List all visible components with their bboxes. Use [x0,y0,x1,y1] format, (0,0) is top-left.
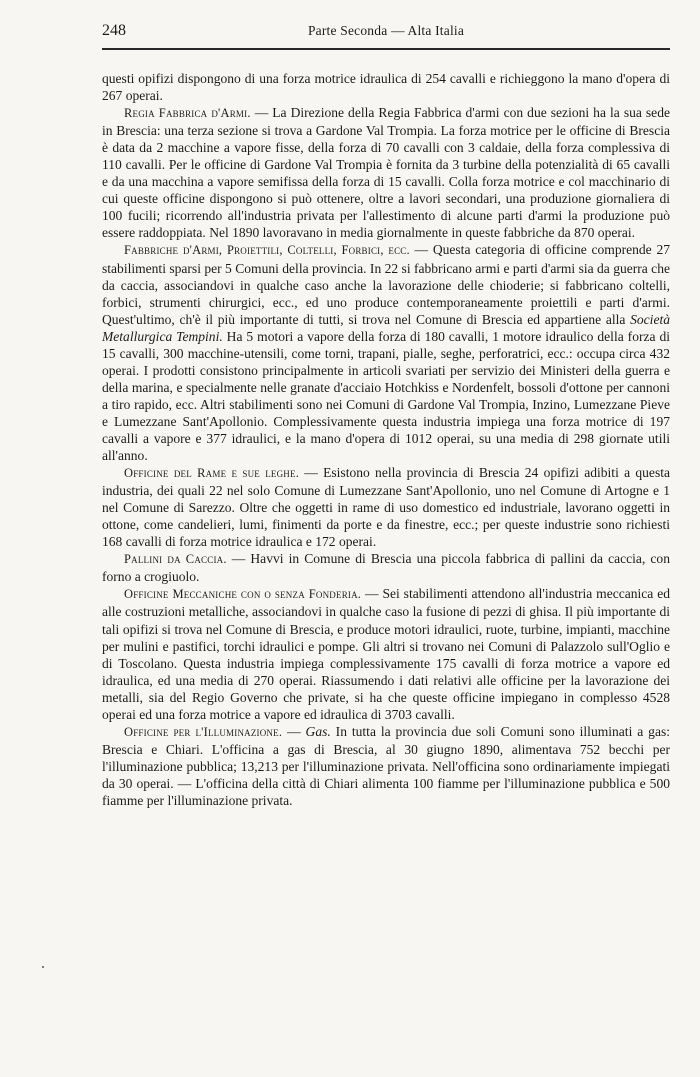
paragraph-pallini [102,550,670,585]
paragraph-fabbriche-armi [102,241,670,464]
paragraph-text: — [282,723,306,739]
page-body [102,70,670,809]
italic-company-name: Società Metallurgica Tempini. [102,311,670,344]
header-rule [102,48,670,50]
paragraph-text: — Havvi in Comune di Brescia una piccola fabbrica di pallini da caccia, con forno a crogiuolo. [102,551,670,585]
paragraph-text: — Esistono nella provincia di Brescia 24 opifizi adibiti a questa industria, dei quali 22 nel solo Comune di Lumezzane Sant'Apollonio, uno nel Comune di Artogne e 1 nel Comune di Sarezzo. Oltre che oggetti in rame di uso domestico ed industriale, lavorano oggetti in ottone, come candelieri, lumi, finimenti da porte e da finestre, ecc.; per queste industrie sono richiesti 168 cavalli di forza motrice idraulica e 172 operai. [102,465,670,550]
paragraph-illuminazione [102,723,670,809]
page-number: 248 [102,22,126,39]
paragraph-text: — Sei stabilimenti attendono all'industria meccanica ed alle costruzioni metalliche, associandovi in qualche caso la fusione di pezzi di ghisa. Il più importante di tali opifizi si trova nel Comune di Brescia, e produce motori idraulici, ruote, turbine, impianti, macchine per mulini e pastifici, torchi idraulici e pompe. Gli altri si trovano nei Comuni di Palazzolo sull'Oglio e di Toscolano. Questa industria impiega complessivamente 175 cavalli di forza motrice a vapore ed idraulica, ed una media di 270 operai. Riassumendo i dati relativi alle officine per la lavorazione dei metalli, sia del Regio Governo che private, si ha che queste officine impiegano in complesso 4528 operai ed una forza motrice a vapore ed idraulica di 3703 cavalli. [102,586,670,722]
section-heading: Officine del Rame e sue leghe. [124,466,300,481]
section-heading: Pallini da Caccia. [124,552,227,567]
paragraph-text: — La Direzione della Regia Fabbrica d'armi con due sezioni ha la sua sede in Brescia: una terza sezione si trova a Gardone Val Trompia. La forza motrice per le officine di Brescia è data da 2 macchine a vapore fisse, della forza di 70 cavalli con 3 caldaie, della forza complessiva di 110 cavalli. Per le officine di Gardone Val Trompia è fornita da 3 turbine della potenzialità di 65 cavalli e da una macchina a vapore semifissa della forza di 15 cavalli. Colla forza motrice e col macchinario di cui queste officine dispongono si può ottenere, oltre a lavori secondari, una produzione giornaliera di 100 fucili; ricorrendo all'industria privata per l'allestimento di alcune parti d'armi la produzione può essere raddoppiata. Nel 1890 lavoravano in media giornalmente in queste fabbriche da 870 operai. [102,105,670,241]
section-heading: Officine per l'Illuminazione. [124,724,283,739]
paragraph-continuation [102,70,670,104]
paragraph-officine-rame [102,464,670,550]
section-heading: Fabbriche d'Armi, Proiettili, Coltelli, Forbici, ecc. [124,243,410,258]
paragraph-officine-meccaniche [102,585,670,722]
paragraph-text: questi opifizi dispongono di una forza motrice idraulica di 254 cavalli e richieggono la mano d'opera di 267 operai. [102,71,670,104]
section-heading: Officine Meccaniche con o senza Fonderia. [124,587,362,602]
running-head: Parte Seconda — Alta Italia [307,23,465,38]
paragraph-text: — Questa categoria di officine comprende 27 stabilimenti sparsi per 5 Comuni della provincia. In 22 si fabbricano armi e parti d'armi sia da guerra che da caccia, associandovi in qualche caso anche la lavorazione delle chioderie; si fabbricano coltelli, forbici, strumenti chirurgici, ecc., ed uno produce contemporaneamente proiettili e parti d'armi. Quest'ultimo, ch'è il più importante di tutti, si trova nel Comune di Brescia ed appartiene alla [102,242,670,327]
paragraph-text: In tutta la provincia due soli Comuni sono illuminati a gas: Brescia e Chiari. L'officina a gas di Brescia, al 30 giugno 1890, alimentava 752 becchi per l'illuminazione pubblica; 13,213 per l'illuminazione privata. Nell'officina sono ordinariamente impiegati da 30 operai. — L'officina della città di Chiari alimenta 100 fiamme per l'illuminazione pubblica e 500 fiamme per l'illuminazione privata. [102,723,670,808]
page-header [102,22,670,44]
italic-subheading: Gas. [305,723,331,739]
paragraph-regia-fabbrica [102,104,670,241]
section-heading: Regia Fabbrica d'Armi. [124,106,251,121]
paragraph-text: Ha 5 motori a vapore della forza di 180 cavalli, 1 motore idraulico della forza di 15 cavalli, 300 macchine-utensili, come torni, trapani, pialle, seghe, perforatrici, ecc.: occupa circa 432 operai. I prodotti consistono principalmente in articoli svariati per servizio dei Ministeri della guerra e della marina, e specialmente nelle granate d'acciaio Hotchkiss e Nordenfelt, bossoli d'ottone per cannoni a tiro rapido, ecc. Altri stabilimenti sono nei Comuni di Gardone Val Trompia, Inzino, Lumezzane Pieve e Lumezzane Sant'Apollonio. Complessivamente questa industria impiega una forza motrice di 197 cavalli a vapore e 377 idraulici, e la mano d'opera di 1012 operai, su una media di 298 giornate utili all'anno. [102,328,670,464]
margin-speck [42,966,44,968]
